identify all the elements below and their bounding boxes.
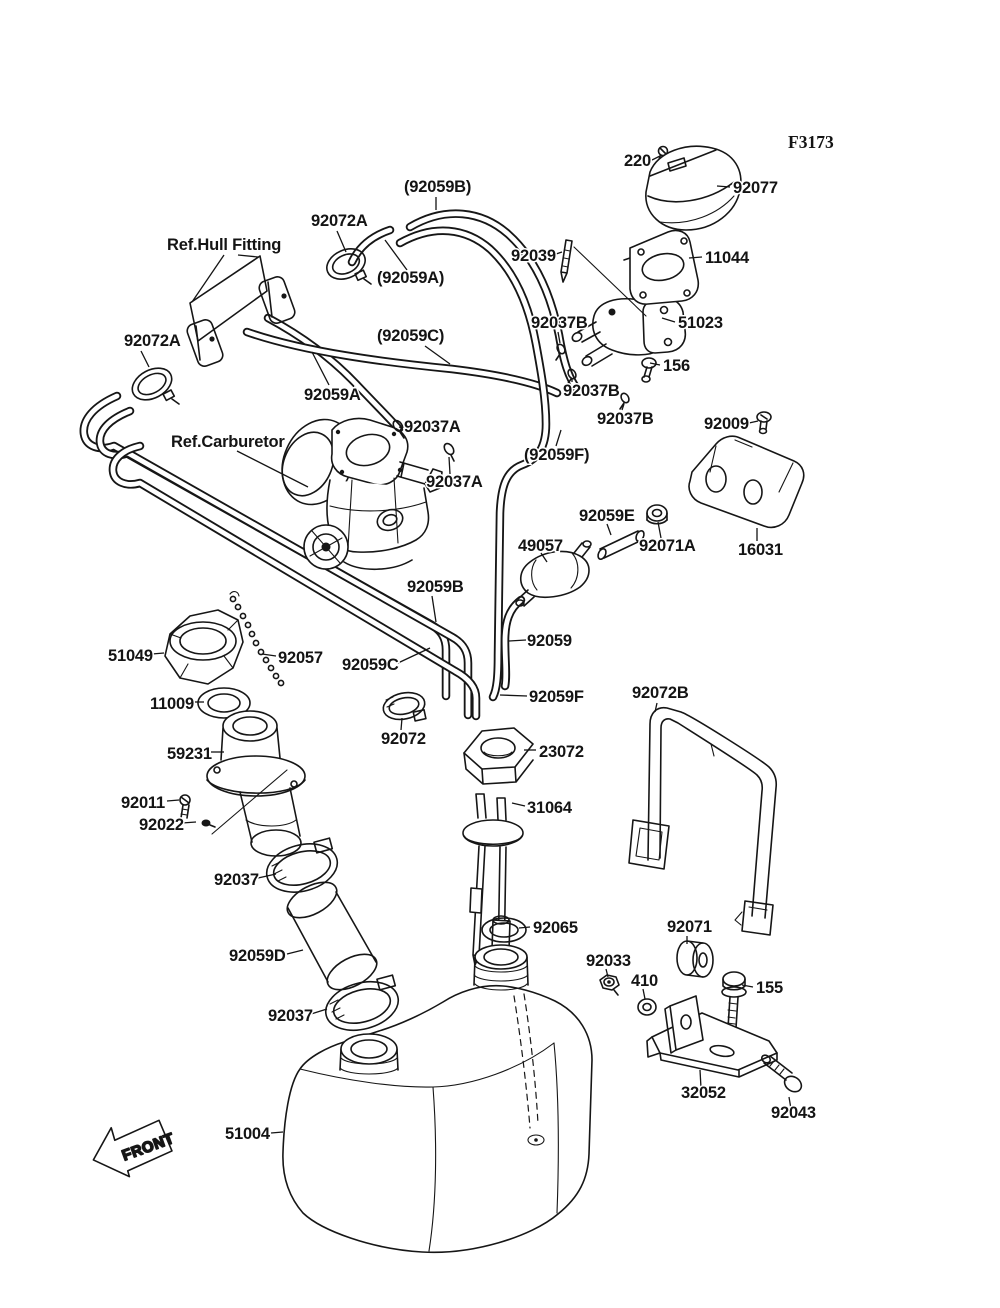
part-number-text: 92071 <box>667 918 712 936</box>
part-number-text: 92072A <box>311 212 368 230</box>
part-number-text: 92059C <box>342 656 399 674</box>
diagram-linework <box>340 470 344 474</box>
part-number-text: 51049 <box>108 647 153 665</box>
part-number-text: 155 <box>756 979 783 997</box>
part-number-text: 92037A <box>426 473 483 491</box>
part-number-text: 92072B <box>632 684 689 702</box>
part-number-text: 156 <box>663 357 690 375</box>
figure-code: F3173 <box>788 132 834 152</box>
part-number-text: 92059B <box>407 578 464 596</box>
part-number-text: 92037 <box>268 1007 313 1025</box>
diagram-linework <box>223 711 277 741</box>
diagram-linework <box>336 430 340 434</box>
part-number-text: 59231 <box>167 745 212 763</box>
diagram-linework <box>392 432 396 436</box>
part-number-text: (92059F) <box>524 446 590 464</box>
diagram-linework <box>534 1138 538 1142</box>
part-number-text: 92072A <box>124 332 181 350</box>
part-number-text: 92043 <box>771 1104 816 1122</box>
part-number-text: 51004 <box>225 1125 270 1143</box>
part-number-text: (92059B) <box>404 178 472 196</box>
part-number-text: 92011 <box>121 794 165 812</box>
part-number-text: 92057 <box>278 649 323 667</box>
diagram-linework <box>670 996 703 1050</box>
part-number-text: 92037B <box>531 314 588 332</box>
diagram-linework <box>609 309 616 316</box>
part-number-text: 92037 <box>214 871 259 889</box>
part-label-92037B <box>563 379 620 400</box>
part-number-text: 92037B <box>563 382 620 400</box>
part-number-text: 92059A <box>304 386 361 404</box>
part-number-text: 92033 <box>586 952 631 970</box>
part-number-text: 92009 <box>704 415 749 433</box>
part-number-text: 23072 <box>539 743 584 761</box>
diagram-linework <box>202 820 211 827</box>
part-number-text: 11044 <box>705 249 749 267</box>
part-number-text: 220 <box>624 152 651 170</box>
part-number-text: 92059D <box>229 947 286 965</box>
part-number-text: 92077 <box>733 179 778 197</box>
part-label-92037A <box>399 418 461 436</box>
part-number-text: 410 <box>631 972 658 990</box>
diagram-linework <box>607 980 611 984</box>
part-number-text: 92065 <box>533 919 578 937</box>
part-number-text: 92037A <box>404 418 461 436</box>
part-number-text: 92022 <box>139 816 184 834</box>
part-number-text: 92059E <box>579 507 635 525</box>
part-number-text: 92059F <box>529 688 584 706</box>
part-number-text: 11009 <box>150 695 194 713</box>
part-number-text: 49057 <box>518 537 563 555</box>
part-number-text: 92072 <box>381 730 426 748</box>
part-label-92039 <box>511 247 562 265</box>
part-number-text: 32052 <box>681 1084 726 1102</box>
part-number-text: 51023 <box>678 314 723 332</box>
diagram-linework <box>209 336 214 341</box>
part-number-text: 92037B <box>597 410 654 428</box>
part-number-text: 16031 <box>738 541 783 559</box>
diagram-linework <box>470 888 482 913</box>
diagram-linework <box>281 293 286 298</box>
diagram-linework <box>341 1034 397 1064</box>
diagram-linework <box>332 418 408 484</box>
part-number-text: Ref.Hull Fitting <box>167 236 282 254</box>
part-number-text: (92059A) <box>377 269 445 287</box>
part-number-text: Ref.Carburetor <box>171 433 285 451</box>
part-number-text: (92059C) <box>377 327 445 345</box>
part-number-text: 31064 <box>527 799 572 817</box>
front-label: FRONT <box>119 1130 177 1165</box>
part-number-text: 92039 <box>511 247 556 265</box>
part-number-text: 92059 <box>527 632 572 650</box>
part-number-text: 92071A <box>639 537 696 555</box>
